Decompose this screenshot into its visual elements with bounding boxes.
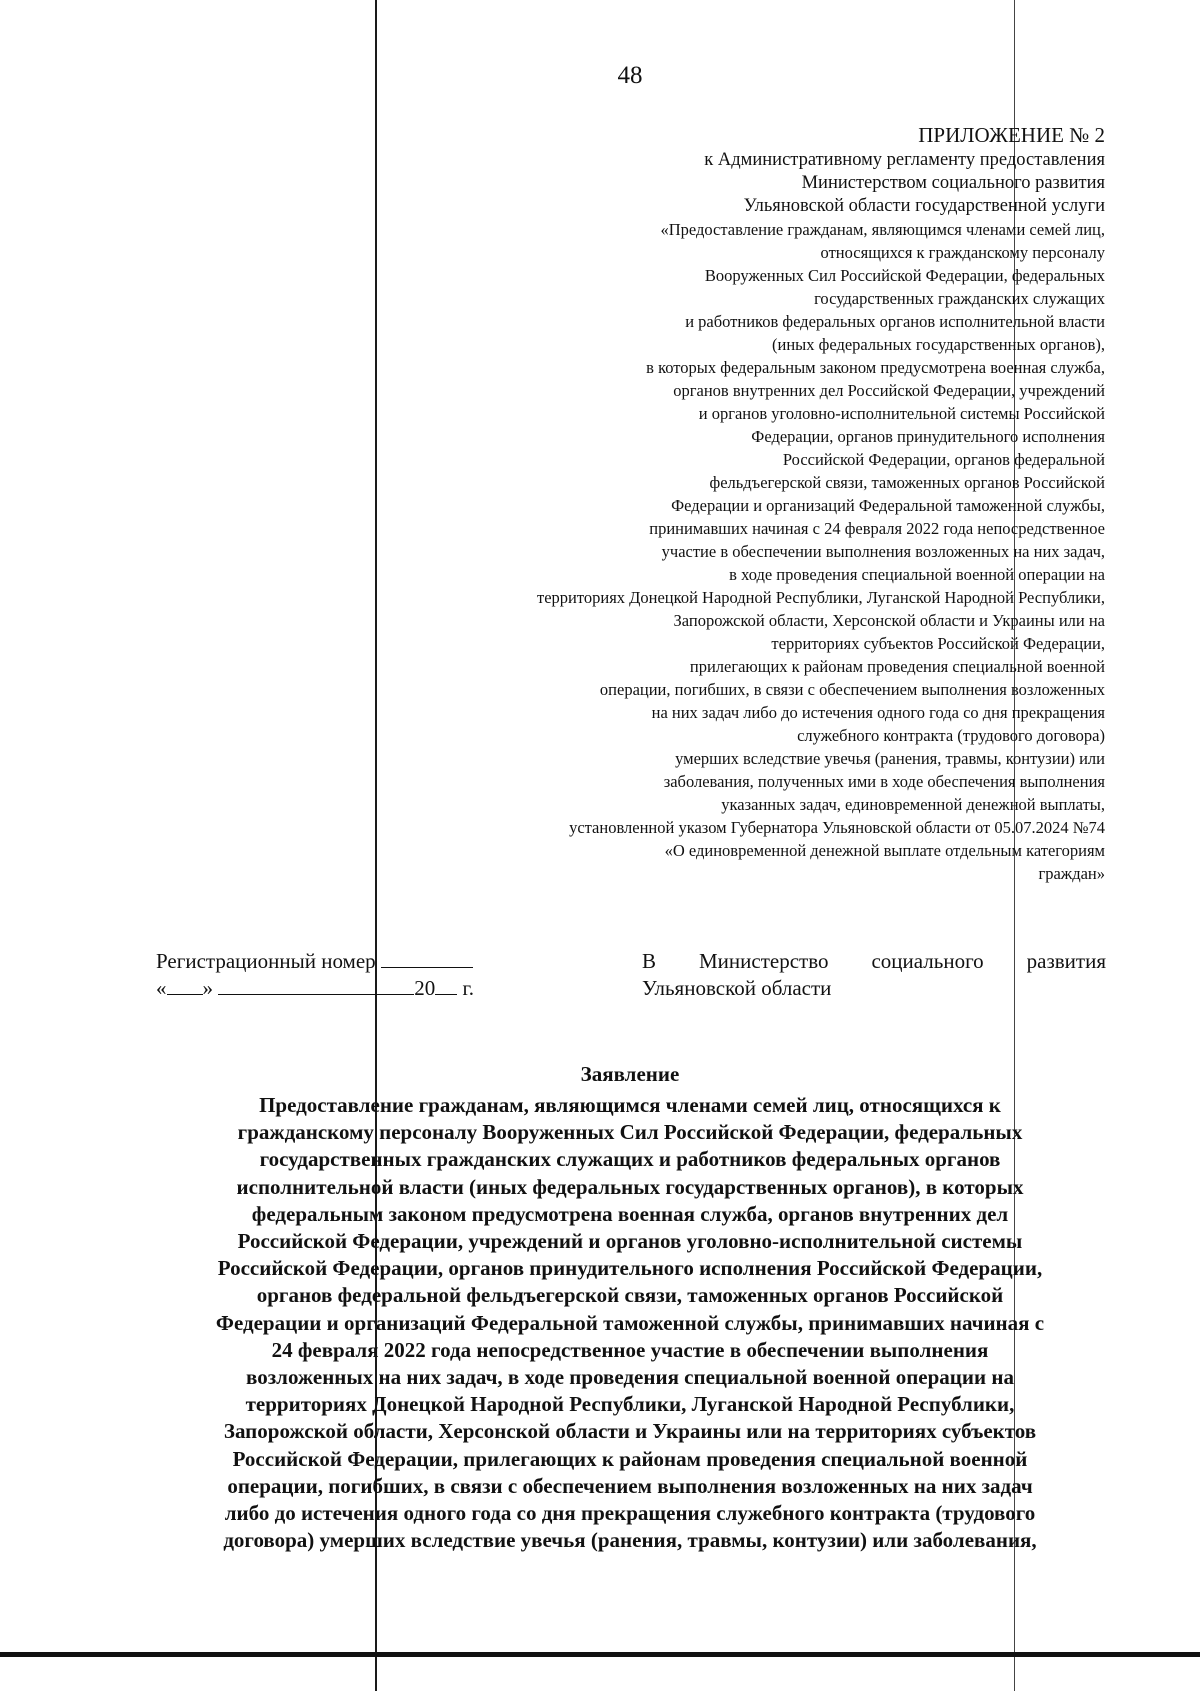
registration-number-label: Регистрационный номер <box>156 949 376 973</box>
appendix-line: участие в обеспечении выполнения возложенных на них задач, <box>661 542 1105 561</box>
appendix-line: Вооруженных Сил Российской Федерации, федеральных <box>704 266 1105 285</box>
appendix-line: Российской Федерации, органов федеральной <box>782 450 1105 469</box>
registration-block <box>156 948 536 1002</box>
appendix-line: прилегающих к районам проведения специальной военной <box>689 657 1105 676</box>
appendix-line: Запорожской области, Херсонской области и Украины или на <box>673 611 1105 630</box>
date-day-field[interactable] <box>167 976 203 995</box>
year-prefix: 20 <box>414 976 436 1000</box>
statement-line: либо до истечения одного года со дня прекращения служебного контракта (трудового <box>224 1501 1036 1526</box>
appendix-line: заболевания, полученных ими в ходе обеспечения выполнения <box>663 772 1105 791</box>
appendix-line: к Административному регламенту предоставления <box>704 150 1105 170</box>
statement-line: Российской Федерации, учреждений и органов уголовно-исполнительной системы <box>237 1229 1023 1254</box>
appendix-line: в ходе проведения специальной военной операции на <box>729 565 1105 584</box>
appendix-line: Ульяновской области государственной услуги <box>743 196 1105 216</box>
statement-line: Запорожской области, Херсонской области и Украины или на территориях субъектов <box>223 1419 1037 1444</box>
appendix-line: на них задач либо до истечения одного года со дня прекращения <box>651 703 1105 722</box>
appendix-line: граждан» <box>1038 864 1105 883</box>
appendix-line: указанных задач, единовременной денежной выплаты, <box>721 795 1105 814</box>
appendix-line: в которых федеральным законом предусмотрена военная служба, <box>646 358 1105 377</box>
statement-line: Федерации и организаций Федеральной таможенной службы, принимавших начиная с <box>215 1310 1045 1335</box>
statement-line: 24 февраля 2022 года непосредственное участие в обеспечении выполнения <box>271 1337 989 1362</box>
appendix-line: (иных федеральных государственных органов), <box>772 335 1105 354</box>
year-suffix: г. <box>462 976 474 1000</box>
close-quote: » <box>202 976 213 1000</box>
appendix-line: территориях Донецкой Народной Республики, Луганской Народной Республики, <box>537 588 1105 607</box>
appendix-line: принимавших начиная с 24 февраля 2022 года непосредственное <box>649 519 1105 538</box>
appendix-line: служебного контракта (трудового договора) <box>797 726 1105 745</box>
appendix-line: «Предоставление гражданам, являющимся членами семей лиц, <box>660 220 1105 239</box>
appendix-line: и работников федеральных органов исполнительной власти <box>685 312 1105 331</box>
appendix-line: Федерации, органов принудительного исполнения <box>751 427 1105 446</box>
appendix-line: Федерации и организаций Федеральной таможенной службы, <box>671 496 1105 515</box>
registration-number-row <box>156 948 536 975</box>
appendix-regulation-reference <box>345 149 1105 218</box>
statement-line: Предоставление гражданам, являющимся членами семей лиц, относящихся к <box>259 1093 1001 1117</box>
statement-line: государственных гражданских служащих и работников федеральных органов <box>259 1147 1001 1172</box>
registration-number-field[interactable] <box>381 949 473 968</box>
recipient-address: В Министерство социального развития Ульяновской области <box>642 949 1106 1000</box>
statement-line: Российской Федерации, органов принудительного исполнения Российской Федерации, <box>217 1256 1043 1281</box>
statement-line: исполнительной власти (иных федеральных государственных органов), в которых <box>236 1174 1024 1199</box>
date-year-field[interactable] <box>435 976 457 995</box>
page-number: 48 <box>617 62 643 89</box>
appendix-header <box>345 122 1105 885</box>
appendix-line: Министерством социального развития <box>801 173 1105 193</box>
statement-title: Заявление <box>580 1062 680 1086</box>
appendix-line: установленной указом Губернатора Ульяновской области от 05.07.2024 №74 <box>569 818 1105 837</box>
statement-line: федеральным законом предусмотрена военная служба, органов внутренних дел <box>251 1201 1009 1226</box>
appendix-line: органов внутренних дел Российской Федерации, учреждений <box>673 381 1105 400</box>
statement-line: территориях Донецкой Народной Республики, Луганской Народной Республики, <box>245 1392 1015 1417</box>
statement-body <box>150 1092 1110 1554</box>
date-month-field[interactable] <box>218 976 414 995</box>
registration-date-row <box>156 975 536 1002</box>
statement-line: гражданскому персоналу Вооруженных Сил Российской Федерации, федеральных <box>237 1120 1023 1145</box>
statement-line: Российской Федерации, прилегающих к районам проведения специальной военной <box>232 1446 1028 1471</box>
appendix-line: операции, погибших, в связи с обеспечением выполнения возложенных <box>599 680 1105 699</box>
appendix-line: относящихся к гражданскому персоналу <box>820 243 1105 262</box>
appendix-line: умерших вследствие увечья (ранения, травмы, контузии) или <box>675 749 1105 768</box>
statement-line: операции, погибших, в связи с обеспечением выполнения возложенных на них задач <box>227 1473 1033 1498</box>
appendix-line: «О единовременной денежной выплате отдельным категориям <box>664 841 1105 860</box>
appendix-line: и органов уголовно-исполнительной системы Российской <box>698 404 1105 423</box>
statement-line: возложенных на них задач, в ходе проведения специальной военной операции на <box>246 1365 1014 1390</box>
appendix-line: фельдъегерской связи, таможенных органов Российской <box>709 473 1105 492</box>
open-quote: « <box>156 976 167 1000</box>
appendix-line: территориях субъектов Российской Федерации, <box>771 634 1105 653</box>
scan-artifact-bottom-rule <box>0 1652 1200 1657</box>
statement-line: договора) умерших вследствие увечья (ранения, травмы, контузии) или заболевания, <box>223 1528 1037 1553</box>
appendix-line: государственных гражданских служащих <box>814 289 1105 308</box>
appendix-title: ПРИЛОЖЕНИЕ № 2 <box>918 123 1105 147</box>
statement-line: органов федеральной фельдъегерской связи, таможенных органов Российской <box>256 1283 1004 1308</box>
statement-section <box>150 1060 1110 1554</box>
appendix-service-description <box>345 218 1105 885</box>
